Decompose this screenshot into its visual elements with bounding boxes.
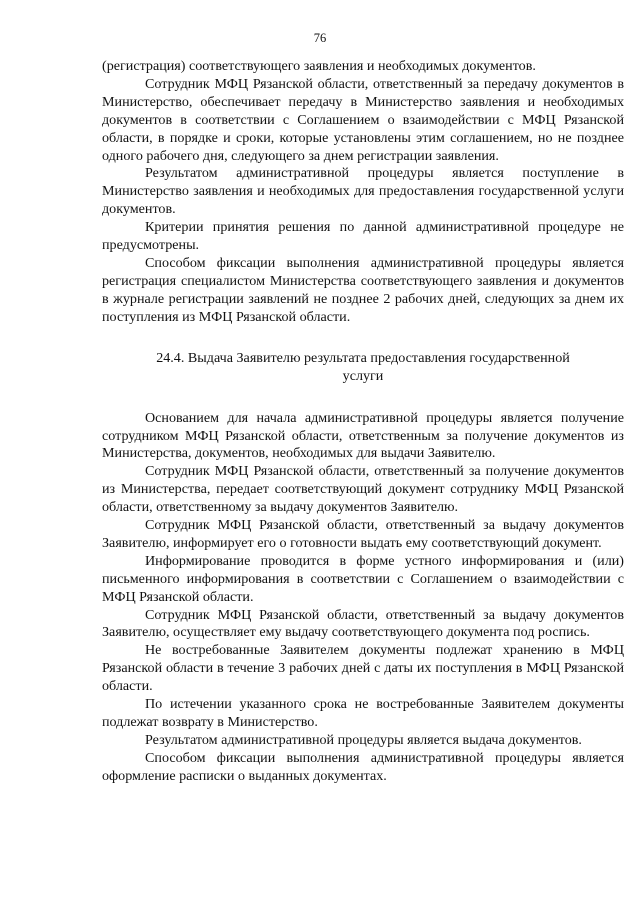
paragraph: Основанием для начала административной процедуры является получение сотрудником МФЦ Рязанской области, ответственным за получение документов из Министерства, документов, необходимых для выдачи Заявителю. [102, 409, 624, 462]
section-heading-line: 24.4. Выдача Заявителю результата предоставления государственной [156, 349, 570, 366]
document-body [102, 58, 624, 786]
section-heading-line: услуги [342, 367, 384, 384]
paragraph: Результатом административной процедуры является выдача документов. [145, 731, 582, 748]
paragraph: Сотрудник МФЦ Рязанской области, ответственный за выдачу документов Заявителю, информирует его о готовности выдать ему соответствующий документ. [102, 517, 624, 551]
page-number: 76 [313, 31, 327, 45]
paragraph: Сотрудник МФЦ Рязанской области, ответственный за получение документов из Министерства, передает соответствующий документ сотруднику МФЦ Рязанской области, ответственному за выдачу документов Заявителю. [102, 463, 624, 516]
paragraph: По истечении указанного срока не востребованные Заявителем документы подлежат возврату в Министерство. [102, 696, 624, 730]
paragraph: Не востребованные Заявителем документы подлежат хранению в МФЦ Рязанской области в течение 3 рабочих дней с даты их поступления в МФЦ Рязанской области. [102, 642, 624, 695]
paragraph: Результатом административной процедуры является поступление в Министерство заявления и необходимых для предоставления государственной услуги документов. [102, 165, 624, 218]
paragraph: (регистрация) соответствующего заявления и необходимых документов. [102, 58, 536, 74]
paragraph: Способом фиксации выполнения административной процедуры является регистрация специалистом Министерства соответствующего заявления и документов в журнале регистрации заявлений не позднее 2 рабочих дней, следующих за днем их поступления из МФЦ Рязанской области. [102, 254, 624, 325]
paragraph: Критерии принятия решения по данной административной процедуре не предусмотрены. [102, 219, 624, 254]
section-heading [102, 349, 624, 385]
paragraph: Сотрудник МФЦ Рязанской области, ответственный за выдачу документов Заявителю, осуществляет ему выдачу соответствующего документа под роспись. [102, 606, 624, 641]
paragraph: Способом фиксации выполнения административной процедуры является оформление расписки о выданных документах. [102, 749, 624, 784]
paragraph: Информирование проводится в форме устного информирования и (или) письменного информирования в соответствии с Соглашением о взаимодействии с МФЦ Рязанской области. [102, 552, 624, 605]
paragraph: Сотрудник МФЦ Рязанской области, ответственный за передачу документов в Министерство, обеспечивает передачу в Министерство заявления и необходимых документов в соответствии с Соглашением о взаимодействии с МФЦ Рязанской области, в порядке и сроки, которые установлены этим соглашением, но не позднее одного рабочего дня, следующего за днем регистрации заявления. [102, 75, 624, 164]
